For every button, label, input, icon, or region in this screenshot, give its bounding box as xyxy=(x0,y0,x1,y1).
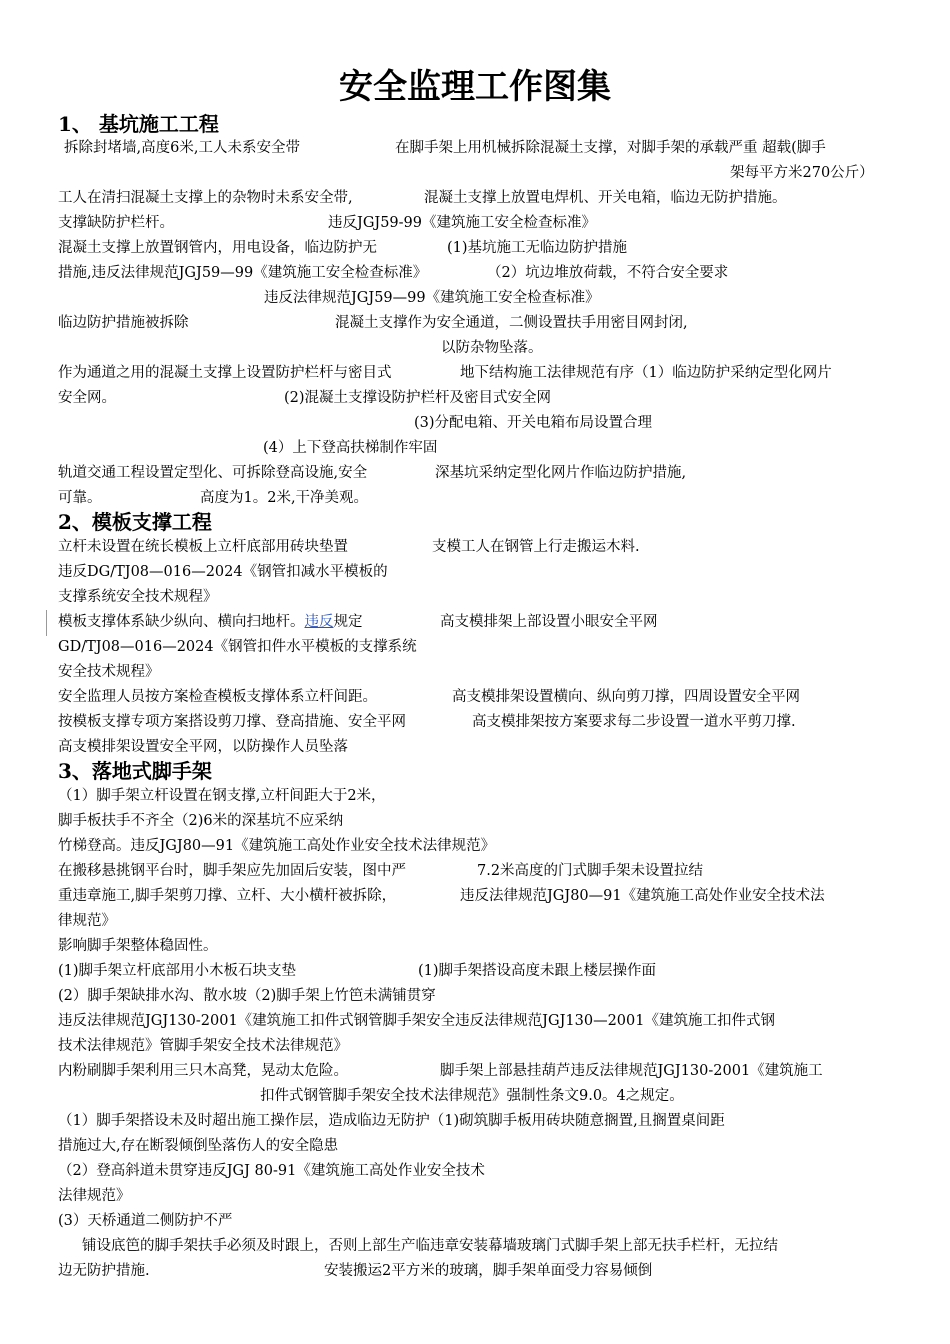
text-line: 7.2米高度的门式脚手架未设置拉结 xyxy=(477,863,704,879)
text-line: 安全技术规程》 xyxy=(58,664,160,680)
text-line: 边无防护措施. xyxy=(58,1263,150,1279)
section-heading-foundation-pit: 1、 基坑施工工程 xyxy=(58,112,219,136)
text-line: 安装搬运2平方米的玻璃，脚手架单面受力容易倾倒 xyxy=(324,1263,653,1279)
text-line: 拆除封堵墙,高度6米,工人未系安全带 xyxy=(64,140,300,156)
text-line: 重违章施工,脚手架剪刀撑、立杆、大小横杆被拆除， xyxy=(58,888,397,904)
text-line: 高支模排架按方案要求每二步设置一道水平剪刀撑. xyxy=(472,714,796,730)
text-line: 违反JGJ59-99《建筑施工安全检查标准》 xyxy=(328,215,597,231)
text-line: 法律规范》 xyxy=(58,1188,131,1204)
text-line: 违反法律规范JGJ130-2001《建筑施工扣件式钢管脚手架安全违反法律规范JGJ130—2001《建筑施工扣件式钢 xyxy=(58,1013,775,1029)
text-line: 混凝土支撑上放置电焊机、开关电箱，临边无防护措施。 xyxy=(424,190,787,206)
section-heading-formwork: 2、模板支撑工程 xyxy=(58,510,212,534)
text-line: 措施,违反法律规范JGJ59—99《建筑施工安全检查标准》 xyxy=(58,265,428,281)
text-line: (2)混凝土支撑设防护栏杆及密目式安全网 xyxy=(284,390,552,406)
text-line: (1)脚手架立杆底部用小木板石块支垫 xyxy=(58,963,297,979)
page-title: 安全监理工作图集 xyxy=(339,67,611,107)
text-line: (2）脚手架缺排水沟、散水坡（2)脚手架上竹笆未满铺贯穿 xyxy=(58,988,436,1004)
text-line: 支撑缺防护栏杆。 xyxy=(58,215,174,231)
text-line: 高度为1。2米,干净美观。 xyxy=(200,490,369,506)
text-line: 立杆未设置在统长模板上立杆底部用砖块垫置 xyxy=(58,539,348,555)
text-line: 内粉刷脚手架利用三只木高凳，晃动太危险。 xyxy=(58,1063,348,1079)
text-line: 违反法律规范JGJ59—99《建筑施工安全检查标准》 xyxy=(264,290,600,306)
text-line: 混凝土支撑上放置钢管内，用电设备，临边防护无 xyxy=(58,240,377,256)
text-line: 高支模排架上部设置小眼安全平网 xyxy=(440,614,658,630)
text-line: 安全监理人员按方案检查模板支撑体系立杆间距。 xyxy=(58,689,377,705)
text-line: 竹梯登高。违反JGJ80—91《建筑施工高处作业安全技术法律规范》 xyxy=(58,838,496,854)
text-line: 违反法律规范JGJ80—91《建筑施工高处作业安全技术法 xyxy=(460,888,825,904)
text-line: GD/TJ08—016—2024《钢管扣件水平模板的支撑系统 xyxy=(58,639,417,655)
text-line: （1）脚手架搭设未及时超出施工操作层，造成临边无防护（1)砌筑脚手板用砖块随意搁置,且搁置桌间距 xyxy=(58,1113,725,1129)
text-line: 支撑系统安全技术规程》 xyxy=(58,589,218,605)
text-line: 架每平方米270公斤） xyxy=(730,165,874,181)
text-line: 轨道交通工程设置定型化、可拆除登高设施,安全 xyxy=(58,465,368,481)
text-line: 扣件式钢管脚手架安全技术法律规范》强制性条文9.0。4之规定。 xyxy=(260,1088,684,1104)
text-line: 影响脚手架整体稳固性。 xyxy=(58,938,218,954)
text-line: 脚手架上部悬挂葫芦违反法律规范JGJ130-2001《建筑施工 xyxy=(440,1063,823,1079)
text-line: (3）天桥通道二侧防护不严 xyxy=(58,1213,233,1229)
text-line: （2）登高斜道未贯穿违反JGJ 80-91《建筑施工高处作业安全技术 xyxy=(58,1163,485,1179)
text-line: 高支模排架设置横向、纵向剪刀撑，四周设置安全平网 xyxy=(452,689,800,705)
text-line: 地下结构施工法律规范有序（1）临边防护采纳定型化网片 xyxy=(460,365,832,381)
margin-change-bar xyxy=(46,610,47,636)
text-line: 按模板支撑专项方案搭设剪刀撑、登高措施、安全平网 xyxy=(58,714,406,730)
text-line: 可靠。 xyxy=(58,490,102,506)
text-line: (1)基坑施工无临边防护措施 xyxy=(447,240,628,256)
text-line: 作为通道之用的混凝土支撑上设置防护栏杆与密目式 xyxy=(58,365,392,381)
text-line: （1）脚手架立杆设置在钢支撑,立杆间距大于2米， xyxy=(58,788,386,804)
text-line: 在搬移悬挑钢平台时，脚手架应先加固后安装，图中严 xyxy=(58,863,406,879)
text-line: 脚手板扶手不齐全（2)6米的深基坑不应采纳 xyxy=(58,813,344,829)
text-line: 技术法律规范》管脚手架安全技术法律规范》 xyxy=(58,1038,348,1054)
text-segment: 规定 xyxy=(333,614,363,630)
text-line: 高支模排架设置安全平网，以防操作人员坠落 xyxy=(58,739,348,755)
text-line: 深基坑采纳定型化网片作临边防护措施, xyxy=(435,465,687,481)
text-line: (1)脚手架搭设高度未跟上楼层操作面 xyxy=(418,963,657,979)
text-line: 支模工人在钢管上行走搬运木料. xyxy=(432,539,640,555)
text-line: 临边防护措施被拆除 xyxy=(58,315,189,331)
text-line: 违反DG/TJ08—016—2024《钢管扣减水平模板的 xyxy=(58,564,388,580)
violation-link[interactable]: 违反 xyxy=(304,614,334,630)
text-line: 工人在清扫混凝土支撑上的杂物时未系安全带, xyxy=(58,190,353,206)
section-heading-scaffold: 3、落地式脚手架 xyxy=(58,759,212,783)
text-segment: 模板支撑体系缺少纵向、横向扫地杆。 xyxy=(58,614,305,630)
text-line: 铺设底笆的脚手架扶手必须及时跟上，否则上部生产临违章安装幕墙玻璃门式脚手架上部无扶手栏杆，无拉结 xyxy=(82,1238,778,1254)
text-line: 混凝土支撑作为安全通道，二侧设置扶手用密目网封闭, xyxy=(335,315,688,331)
text-line: 以防杂物坠落。 xyxy=(441,340,543,356)
text-line: 安全网。 xyxy=(58,390,116,406)
text-line: 律规范》 xyxy=(58,913,116,929)
text-line: 在脚手架上用机械拆除混凝土支撑，对脚手架的承载严重 超载(脚手 xyxy=(395,140,826,156)
text-line: (3)分配电箱、开关电箱布局设置合理 xyxy=(414,415,653,431)
text-line: （2）坑边堆放荷载，不符合安全要求 xyxy=(487,265,729,281)
text-line xyxy=(58,613,363,632)
text-line: 措施过大,存在断裂倾倒坠落伤人的安全隐患 xyxy=(58,1138,339,1154)
text-line: (4）上下登高扶梯制作牢固 xyxy=(263,440,438,456)
